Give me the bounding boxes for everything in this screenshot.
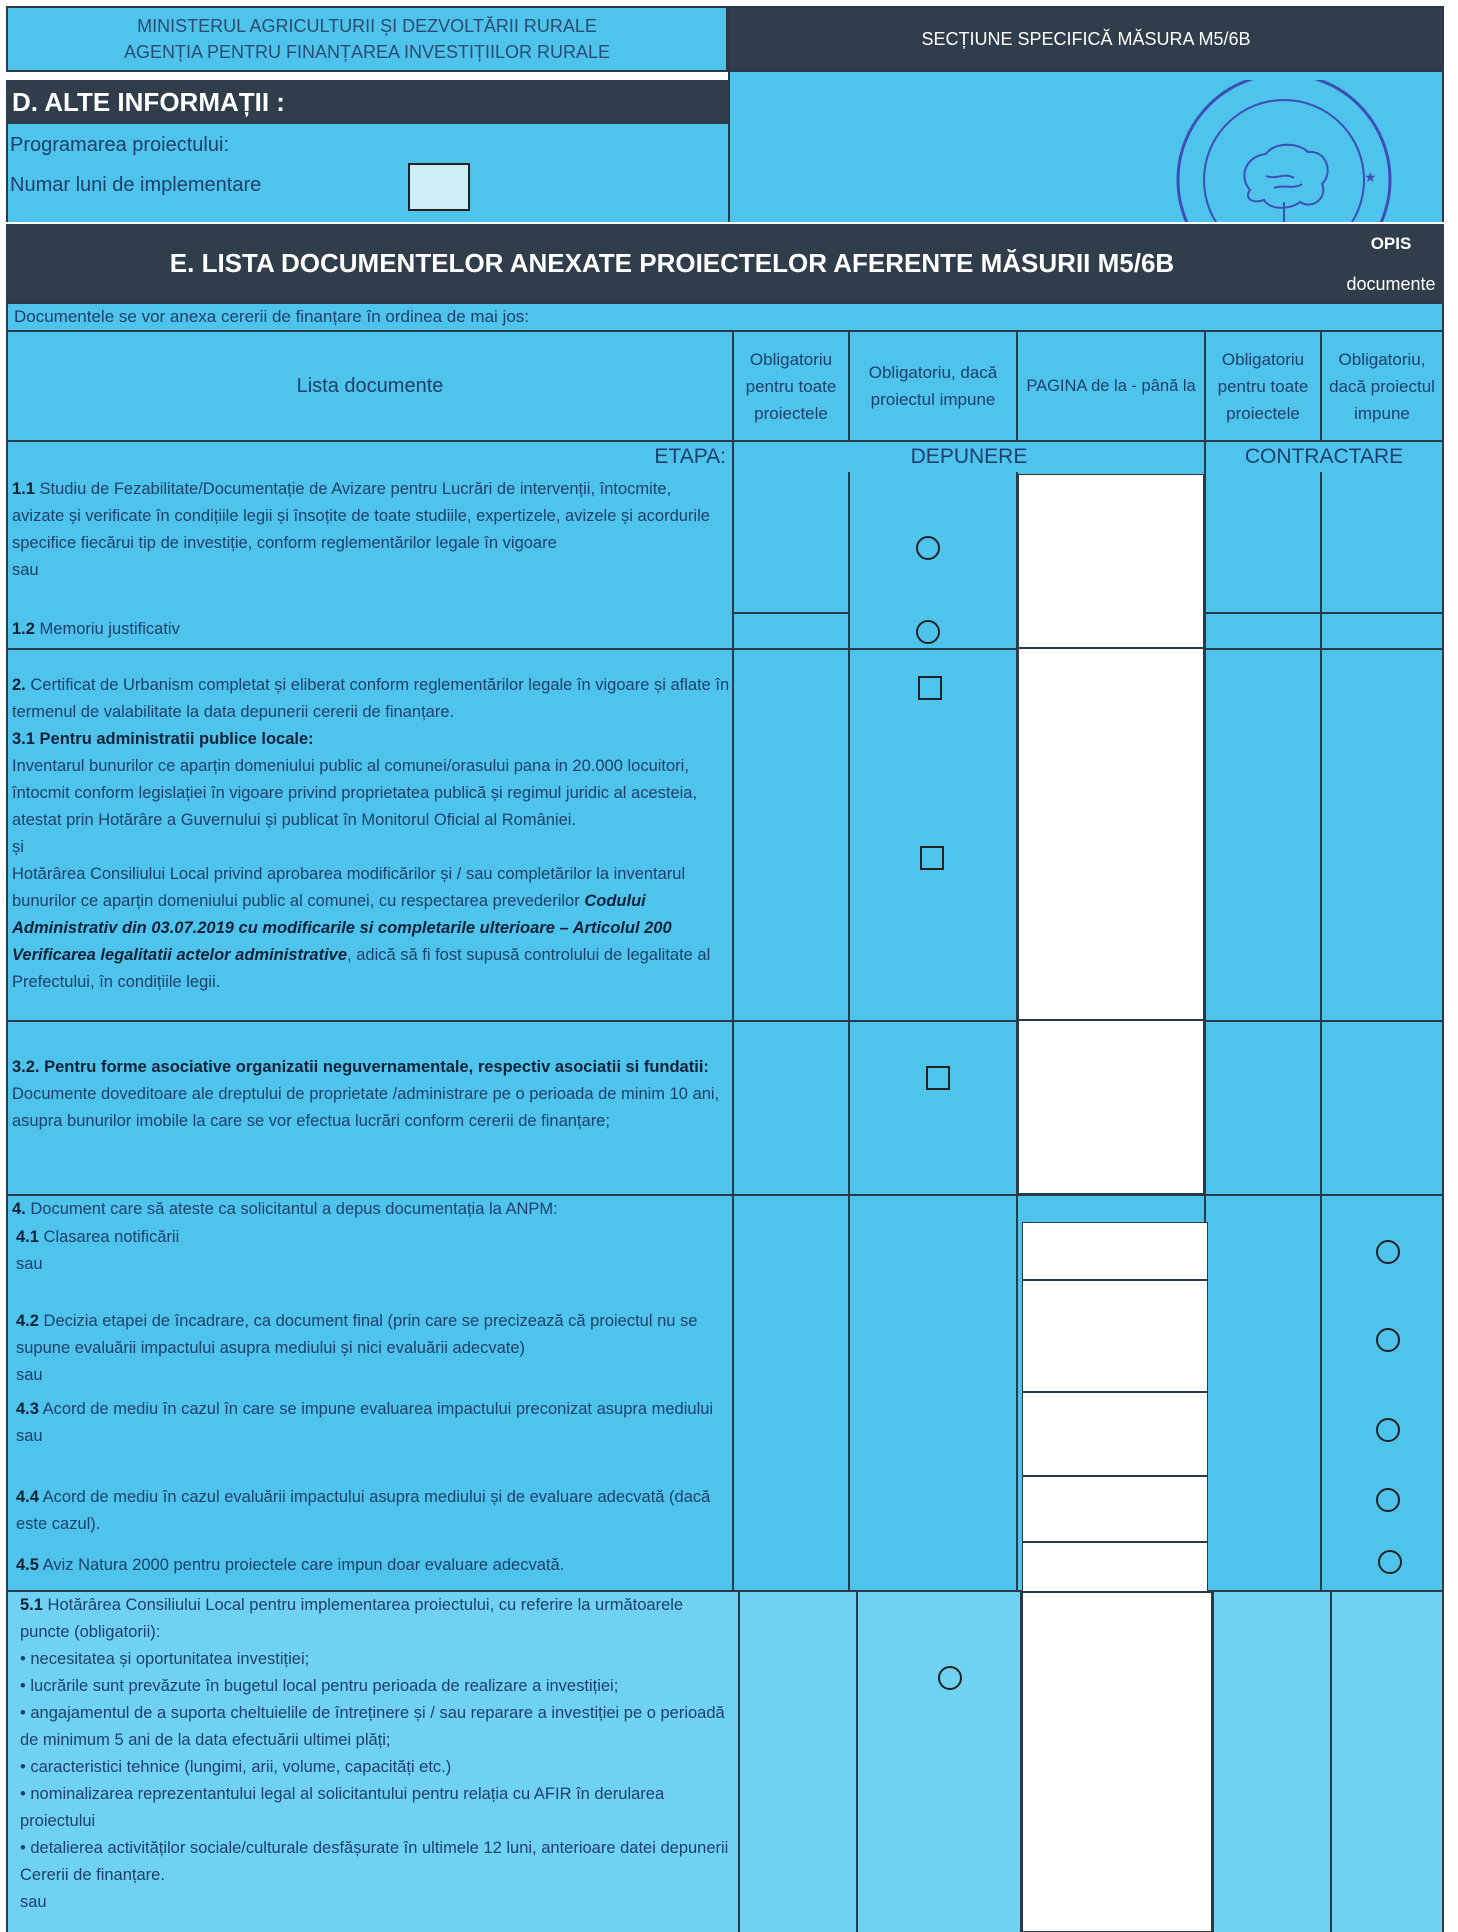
- documente-label: documente: [1346, 274, 1436, 294]
- section-label: SECȚIUNE SPECIFICĂ MĂSURA M5/6B: [921, 28, 1251, 49]
- contractare-cell: [1204, 440, 1444, 474]
- th-oblig-toate-label: Obligatoriu pentru toate proiectele: [745, 349, 837, 423]
- row-4-5-desc: Aviz Natura 2000 pentru proiectele care impun doar evaluare adecvată.: [42, 1556, 565, 1574]
- th-lista-label: Lista documente: [296, 374, 444, 397]
- th-lista: [6, 330, 734, 442]
- col-line-1: [732, 472, 734, 1592]
- row-3-1-si: și: [12, 838, 24, 856]
- row-1-2-text: [12, 616, 728, 643]
- row-sep-3: [6, 648, 1444, 650]
- checkbox-2[interactable]: [918, 676, 942, 700]
- row-5-1-num: 5.1: [20, 1596, 43, 1614]
- row-4-1-desc: Clasarea notificării: [43, 1228, 180, 1246]
- checkbox-3-1[interactable]: [920, 846, 944, 870]
- th-oblig-daca-2-label: Obligatoriu, dacă proiectul impune: [1329, 349, 1435, 423]
- row-3-2-text: [12, 1054, 728, 1135]
- contractare-label: CONTRACTARE: [1244, 445, 1404, 468]
- row-3-1-title: 3.1 Pentru administratii publice locale:: [12, 730, 314, 748]
- th-oblig-toate-2: [1204, 330, 1322, 442]
- ministry-box: [6, 6, 728, 72]
- row-5-1-bullet-4: • caracteristici tehnice (lungimi, arii, volume, capacități etc.): [20, 1758, 452, 1776]
- row-sep-1: [732, 612, 848, 614]
- row-3-2-desc: Documente doveditoare ale dreptului de proprietate /administrare pe o perioada de minim 10 ani, asupra bunurilor imobile la care se vor efectua lucrări conform cererii de finanțare;: [12, 1085, 720, 1130]
- row-4-1-text: [16, 1224, 728, 1278]
- row-1-1-desc: Studiu de Fezabilitate/Documentație de Avizare pentru Lucrări de intervenții, întocmite, avizate și verificate în condițiile legii și însoțite de toate studiile, expertizele, avizele și acordurile specifice fiecărui tip de investiție, conform reglementărilor legale în vigoare: [12, 480, 710, 552]
- section-d-title-bar: [6, 80, 728, 124]
- row-4-desc: Document care să ateste ca solicitantul a depus documentația la ANPM:: [30, 1200, 558, 1218]
- page-cell-43[interactable]: [1022, 1392, 1208, 1476]
- row-3-1-desc2a: Hotărârea Consiliului Local privind aprobarea modificărilor și / sau completărilor la inventarul bunurilor ce aparțin domeniului public al comunei, cu respectarea prevederilor: [12, 865, 686, 910]
- page-cell-41[interactable]: [1022, 1222, 1208, 1280]
- section-e-title-bar: [6, 224, 1338, 302]
- row-4-5-text: [16, 1552, 728, 1579]
- radio-5-1[interactable]: [938, 1666, 962, 1690]
- instruction-row: [6, 302, 1444, 332]
- row-4-1-num: 4.1: [16, 1228, 39, 1246]
- row-3-1-desc1: Inventarul bunurilor ce aparțin domeniului public al comunei/orasului pana in 20.000 locuitori, întocmit conform legislației în vigoare privind proprietatea publică și regimul juridic al acesteia, atestat prin Hotărâre a Guvernului și publicat în Monitorul Oficial al României.: [12, 757, 698, 829]
- row-1-2-num: 1.2: [12, 620, 35, 638]
- row-1-2-desc: Memoriu justificativ: [39, 620, 180, 638]
- row-1-1-text: [12, 476, 728, 584]
- row-5-1-desc: Hotărârea Consiliului Local pentru implementarea proiectului, cu referire la următoarele puncte (obligatorii):: [20, 1596, 684, 1641]
- th-oblig-toate-2-label: Obligatoriu pentru toate proiectele: [1217, 349, 1309, 423]
- row-5-1-text: [20, 1592, 736, 1916]
- ministry-line2: AGENȚIA PENTRU FINANȚAREA INVESTIȚIILOR RURALE: [123, 42, 611, 62]
- section-header: [728, 6, 1444, 72]
- svg-text:★: ★: [1364, 170, 1377, 186]
- radio-1-2[interactable]: [916, 620, 940, 644]
- row-3-1-desc2c: , adică să fi fost supusă controlului de legalitate al Prefectului, în condițiile legii.: [12, 946, 711, 991]
- col-line-5: [1320, 472, 1322, 1592]
- row-1-1-sau: sau: [12, 561, 39, 579]
- row-4-2-num: 4.2: [16, 1312, 39, 1330]
- programare-label: Programarea proiectului:: [10, 134, 229, 156]
- radio-4-5[interactable]: [1378, 1550, 1402, 1574]
- ministry-line1: MINISTERUL AGRICULTURII ȘI DEZVOLTĂRII RURALE: [137, 16, 597, 36]
- stamp-svg: [1162, 80, 1398, 222]
- page-cell-42[interactable]: [1022, 1280, 1208, 1392]
- row-2-text: [12, 672, 732, 726]
- numar-luni-label: Numar luni de implementare: [10, 174, 262, 196]
- row-4-text: [12, 1196, 728, 1223]
- row-4-1-sau: sau: [16, 1255, 43, 1273]
- opis-label: OPIS: [1370, 234, 1412, 253]
- th-oblig-toate: [732, 330, 850, 442]
- page-cell-44[interactable]: [1022, 1476, 1208, 1542]
- row-4-3-desc: Acord de mediu în cazul în care se impune evaluarea impactului preconizat asupra mediului: [42, 1400, 714, 1418]
- radio-4-3[interactable]: [1376, 1418, 1400, 1442]
- section-e-title: E. LISTA DOCUMENTELOR ANEXATE PROIECTELOR AFERENTE MĂSURII M5/6B: [169, 247, 1175, 278]
- radio-1-1[interactable]: [916, 536, 940, 560]
- page-cell-1[interactable]: [1018, 474, 1204, 648]
- col-line-2: [848, 472, 850, 1592]
- row-4-num: 4.: [12, 1200, 26, 1218]
- row-3-2-title: 3.2. Pentru forme asociative organizatii neguvernamentale, respectiv asociatii si fundatii:: [12, 1058, 709, 1076]
- col-line-5b: [1330, 1592, 1332, 1932]
- col-line-1b: [738, 1592, 740, 1932]
- row-3-1-desc2b: Codului Administrativ din 03.07.2019 cu modificarile si completarile ulterioare – Articolul 200 Verificarea legalitatii actelor administrative: [12, 892, 672, 964]
- th-pagina: [1016, 330, 1206, 442]
- row-4-4-text: [16, 1484, 728, 1538]
- row-3-1-text: [12, 726, 728, 996]
- row-4-2-desc: Decizia etapei de încadrare, ca document final (prin care se precizează că proiectul nu se supune evaluării impactului asupra mediului și nici evaluării adecvate): [16, 1312, 698, 1357]
- row-2-num: 2.: [12, 676, 26, 694]
- radio-4-1[interactable]: [1376, 1240, 1400, 1264]
- row-1-1-num: 1.1: [12, 480, 35, 498]
- row-5-1-bullet-2: • lucrările sunt prevăzute în bugetul local pentru perioada de realizare a investiției;: [20, 1677, 619, 1695]
- col-line-4b: [1212, 1592, 1214, 1932]
- row-4-3-num: 4.3: [16, 1400, 39, 1418]
- radio-4-4[interactable]: [1376, 1488, 1400, 1512]
- row-4-2-sau: sau: [16, 1366, 43, 1384]
- col-line-2b: [856, 1592, 858, 1932]
- row-4-3-text: [16, 1396, 728, 1450]
- opis-cell: [1338, 224, 1444, 302]
- row-2-desc: Certificat de Urbanism completat și eliberat conform reglementărilor legale în vigoare și aflate în termenul de valabilitate la data depunerii cererii de finanțare.: [12, 676, 730, 721]
- page-cell-3[interactable]: [1018, 1020, 1204, 1194]
- etapa-label: ETAPA:: [654, 445, 726, 468]
- section-d-title: D. ALTE INFORMAȚII :: [12, 86, 285, 117]
- depunere-cell: [732, 440, 1206, 474]
- radio-4-2[interactable]: [1376, 1328, 1400, 1352]
- th-oblig-daca: [848, 330, 1018, 442]
- row-sep-2: [1204, 612, 1444, 614]
- row-sep-4: [6, 1020, 1444, 1022]
- numar-luni-input[interactable]: [408, 163, 470, 211]
- row-4-2-text: [16, 1308, 728, 1389]
- page-cell-45[interactable]: [1022, 1542, 1208, 1592]
- th-oblig-daca-label: Obligatoriu, dacă proiectul impune: [868, 363, 998, 409]
- row-5-1-bullet-5: • nominalizarea reprezentantului legal al solicitantului pentru relația cu AFIR în derularea proiectului: [20, 1785, 665, 1830]
- page-cell-51[interactable]: [1022, 1592, 1212, 1932]
- etapa-cell: [6, 440, 734, 474]
- row-4-4-desc: Acord de mediu în cazul evaluării impactului asupra mediului și de evaluare adecvată (dacă este cazul).: [16, 1488, 711, 1533]
- row-5-1-bullet-3: • angajamentul de a suporta cheltuielile de întreținere și / sau reparare a investiției pe o perioadă de minimum 5 ani de la data efectuării ultimei plăți;: [20, 1704, 725, 1749]
- row-5-1-bullet-6: • detalierea activităților sociale/culturale desfășurate în ultimele 12 luni, anterioare datei depunerii Cererii de finanțare.: [20, 1839, 729, 1884]
- th-oblig-daca-2: [1320, 330, 1444, 442]
- th-pagina-label: PAGINA de la - până la: [1026, 376, 1196, 395]
- row-4-5-num: 4.5: [16, 1556, 39, 1574]
- instruction-text: Documentele se vor anexa cererii de finanțare în ordinea de mai jos:: [14, 307, 530, 326]
- row-4-3-sau: sau: [16, 1427, 43, 1445]
- checkbox-3-2[interactable]: [926, 1066, 950, 1090]
- association-stamp: [1162, 80, 1398, 222]
- row-4-4-num: 4.4: [16, 1488, 39, 1506]
- page-cell-2[interactable]: [1018, 648, 1204, 1020]
- row-5-1-bullet-1: • necesitatea și oportunitatea investiției;: [20, 1650, 310, 1668]
- row-5-1-sau: sau: [20, 1893, 47, 1911]
- depunere-label: DEPUNERE: [910, 445, 1028, 468]
